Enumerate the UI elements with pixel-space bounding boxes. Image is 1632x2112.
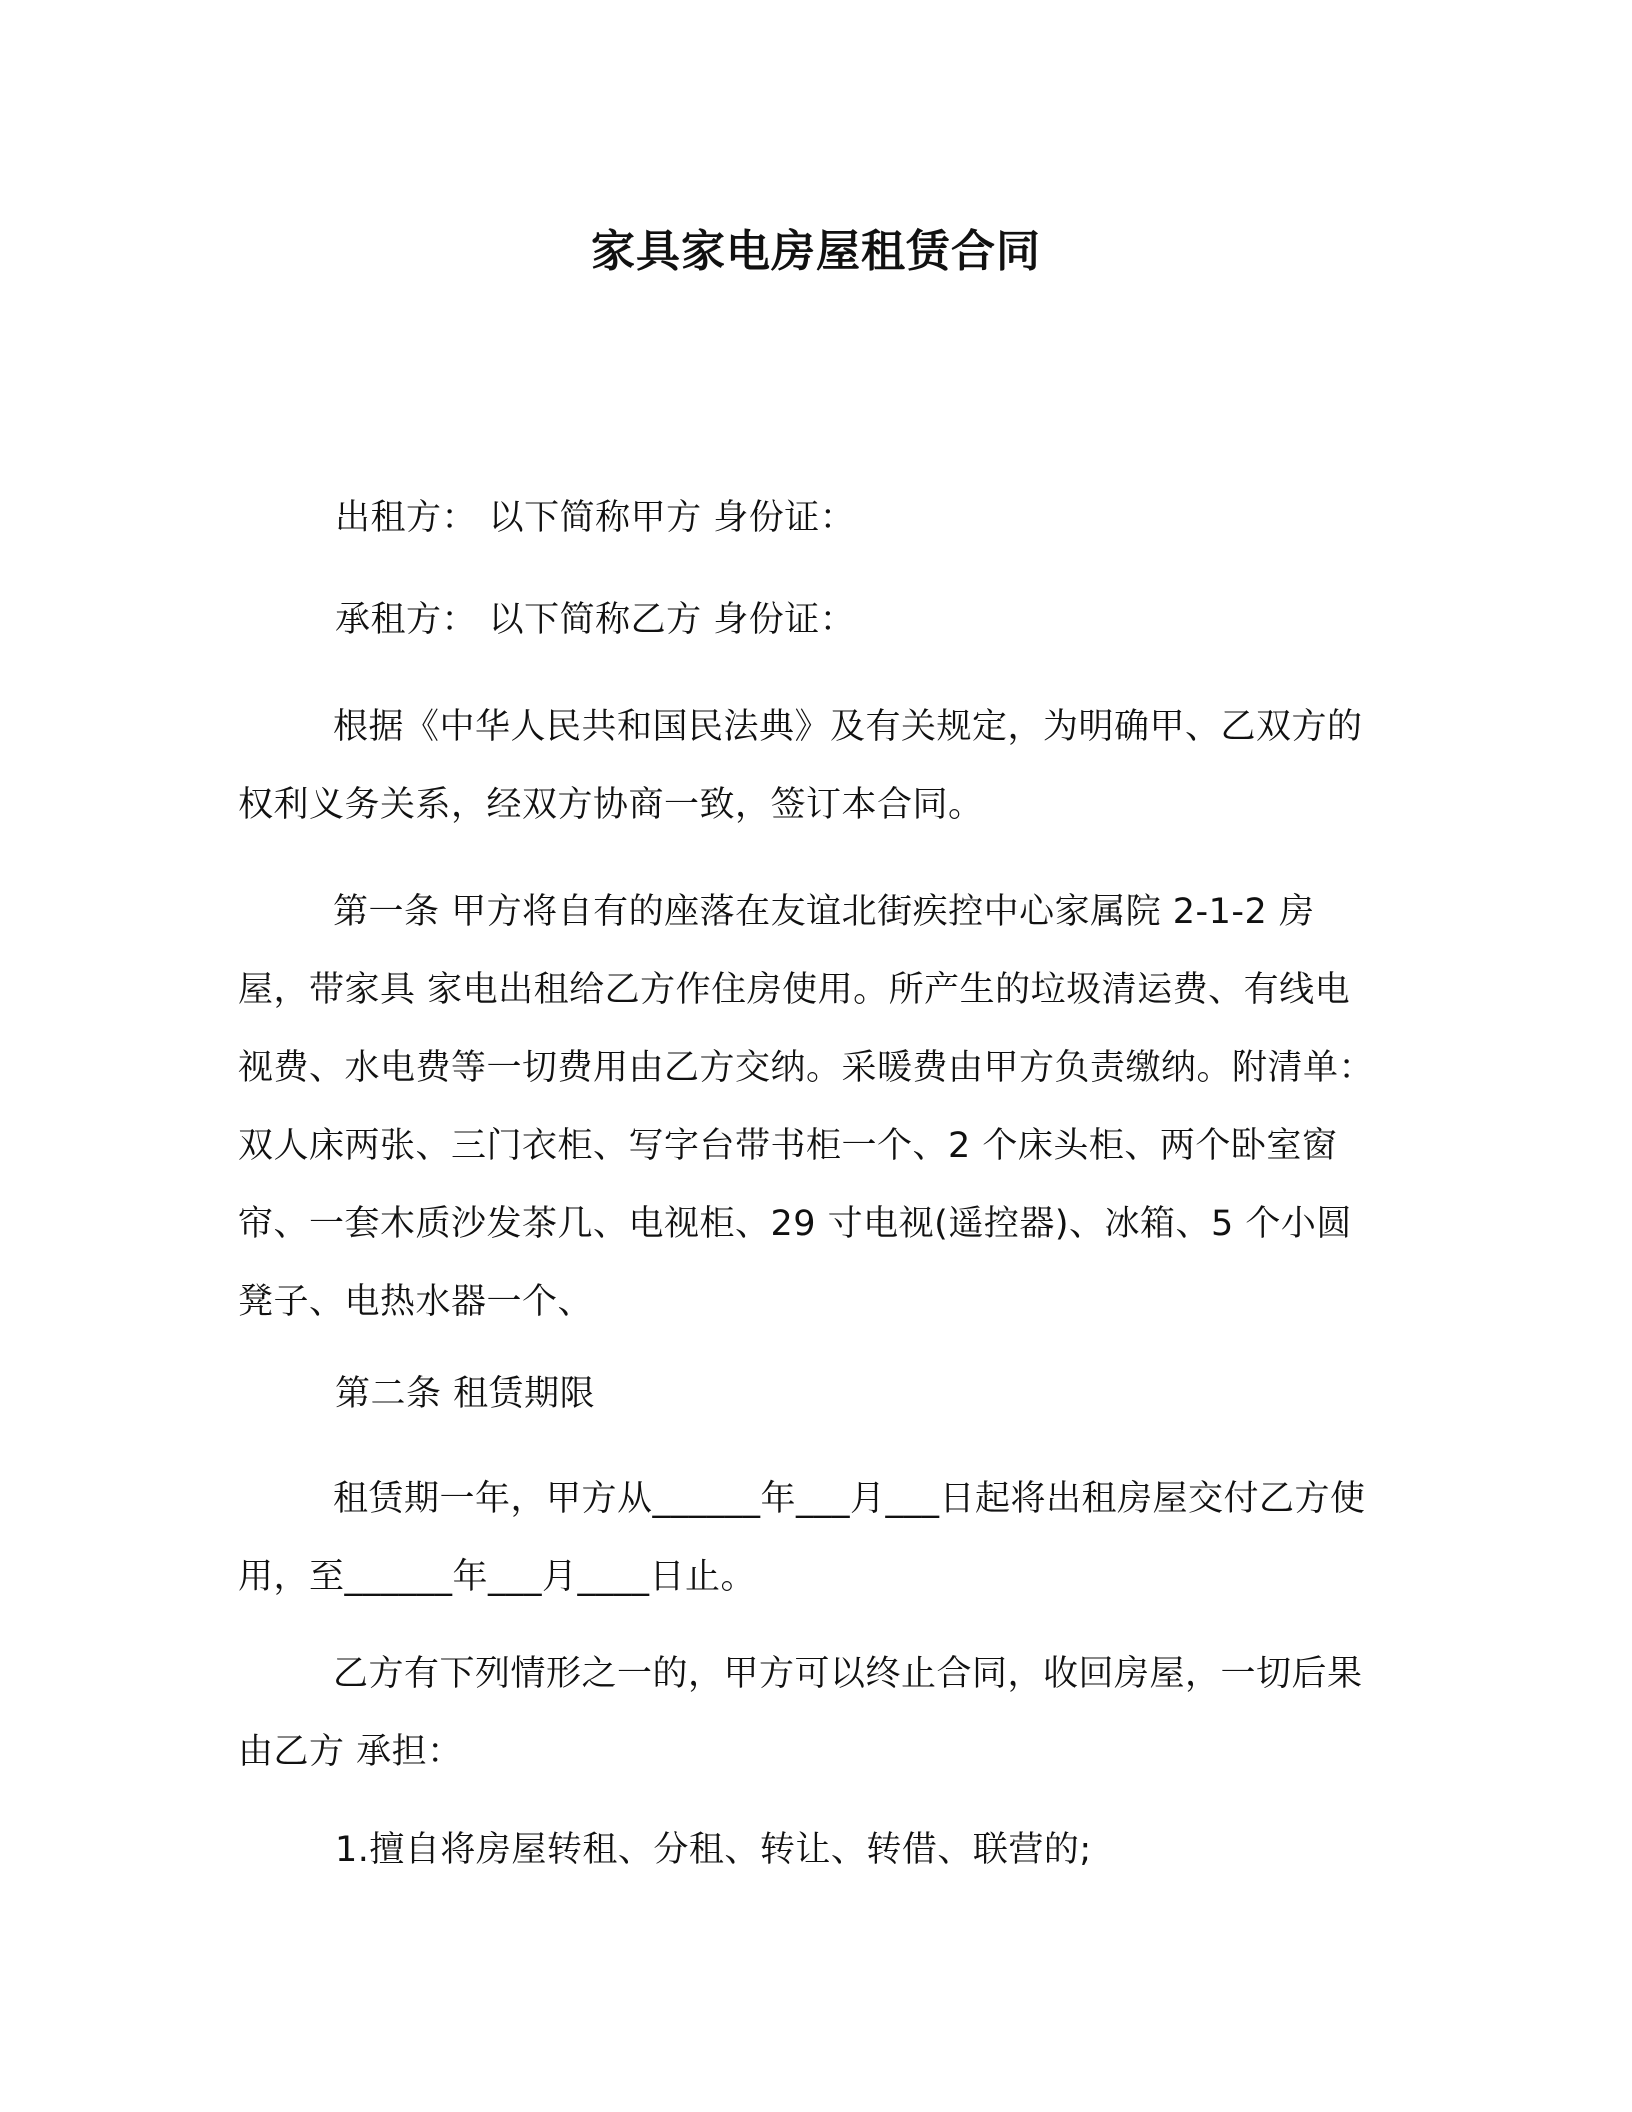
paragraph-text: 租赁期一年，甲方从______年___月___日起将出租房屋交付乙方使用，至______年___月____日止。 bbox=[238, 1479, 1366, 1597]
paragraph-text: 第一条 甲方将自有的座落在友谊北街疾控中心家属院 2-1-2 房屋，带家具 家电出租给乙方作住房使用。所产生的垃圾清运费、有线电视费、水电费等一切费用由乙方交纳。采暖费由甲方负责缴纳。附清单：双人床两张、三门衣柜、写字台带书柜一个、2 个床头柜、两个卧室窗帘、一套木质沙发茶几、电视柜、29 寸电视(遥控器)、冰箱、5 个小圆凳子、电热水器一个、 bbox=[238, 892, 1375, 1322]
lessee-line: 承租方： 以下简称乙方 身份证： bbox=[335, 600, 856, 640]
paragraph-article-one bbox=[238, 873, 1383, 1341]
lessor-line: 出租方： 以下简称甲方 身份证： bbox=[335, 498, 856, 538]
paragraph-basis bbox=[238, 688, 1383, 844]
document-title: 家具家电房屋租赁合同 bbox=[591, 226, 1041, 277]
paragraph-text: 根据《中华人民共和国民法典》及有关规定，为明确甲、乙双方的权利义务关系，经双方协商一致，签订本合同。 bbox=[238, 707, 1363, 825]
paragraph-text: 乙方有下列情形之一的，甲方可以终止合同，收回房屋，一切后果由乙方 承担： bbox=[238, 1654, 1363, 1772]
article-two-heading: 第二条 租赁期限 bbox=[335, 1374, 596, 1414]
paragraph-lease-term bbox=[238, 1460, 1383, 1616]
paragraph-termination bbox=[238, 1635, 1383, 1791]
termination-item-1: 1.擅自将房屋转租、分租、转让、转借、联营的; bbox=[335, 1830, 1092, 1870]
